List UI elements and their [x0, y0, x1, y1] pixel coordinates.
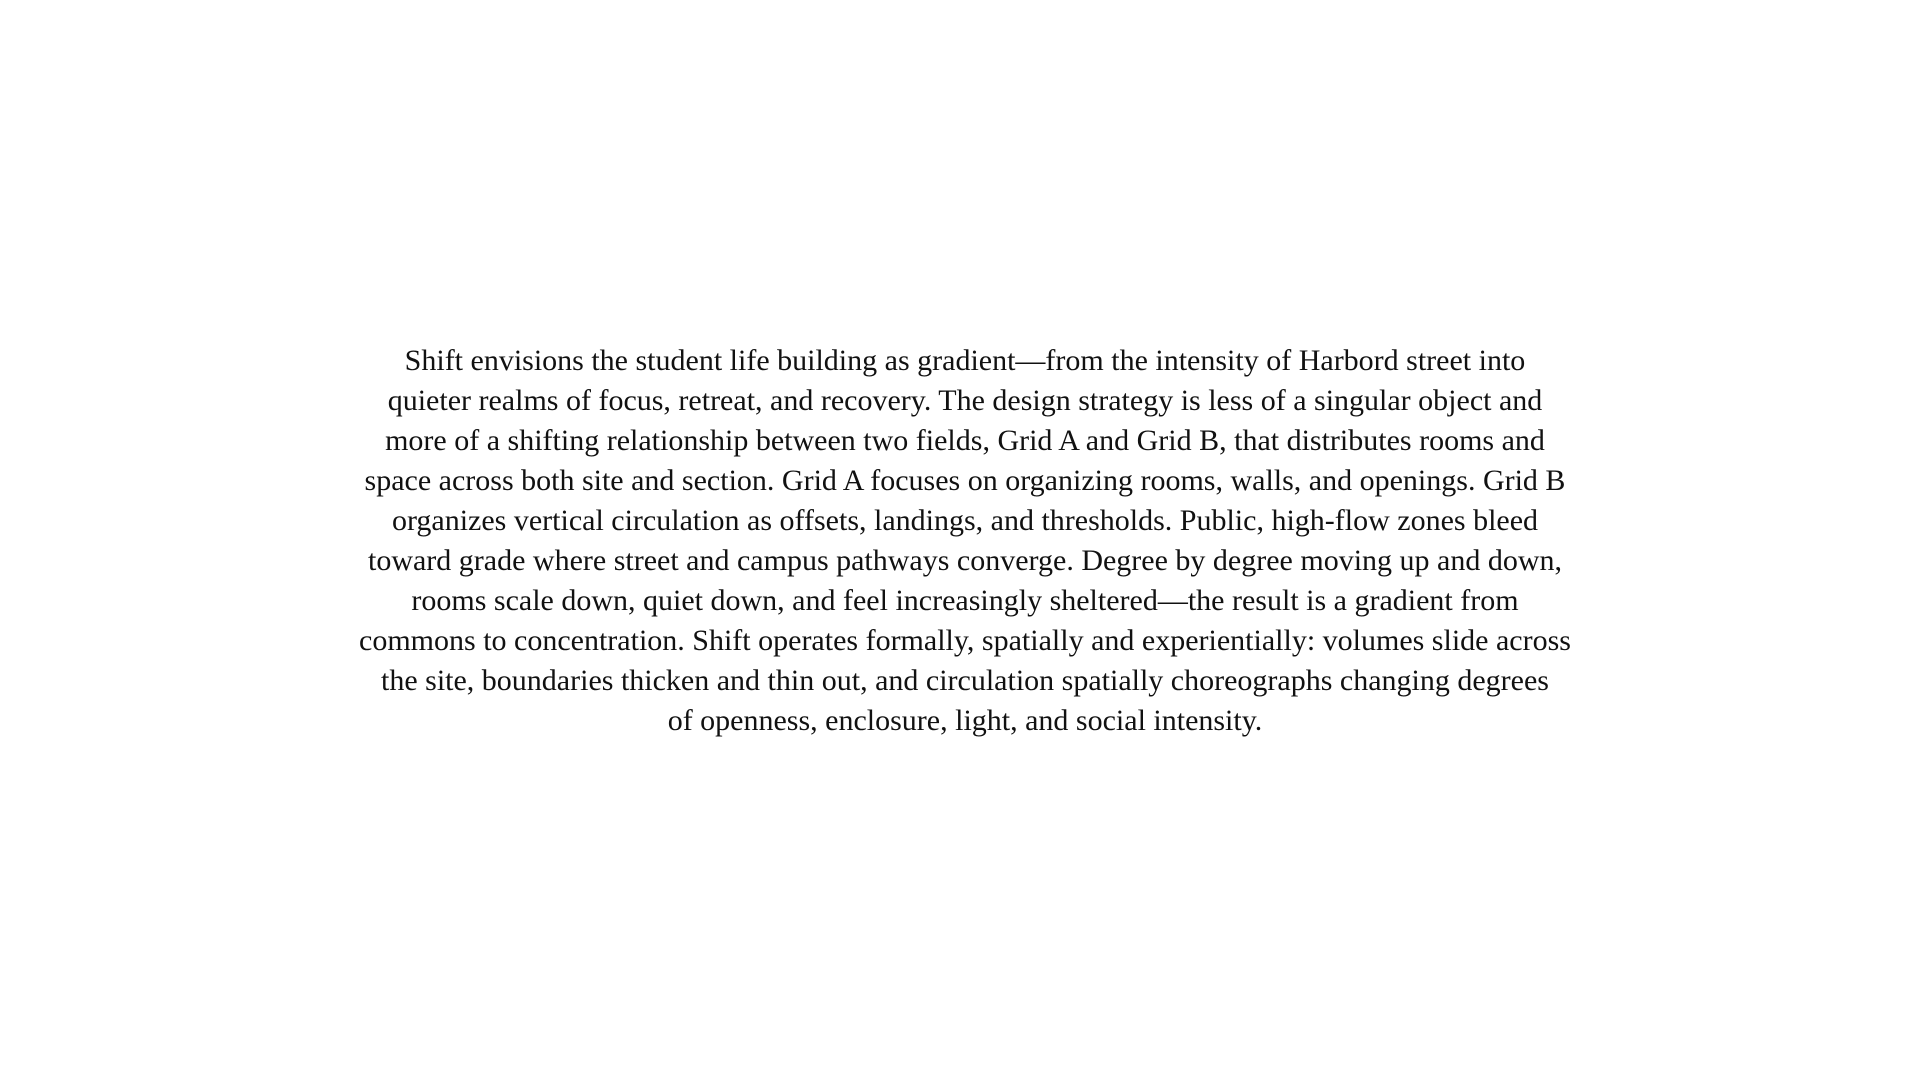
paragraph-line: the site, boundaries thicken and thin out, and circulation spatially choreographs changing degrees [381, 664, 1549, 697]
paragraph-line: of openness, enclosure, light, and social intensity. [667, 704, 1263, 737]
paragraph-line: commons to concentration. Shift operates formally, spatially and experientially: volumes slide across [359, 624, 1571, 657]
paragraph-line: Shift envisions the student life building as gradient—from the intensity of Harbord street into [404, 344, 1526, 377]
paragraph-line: more of a shifting relationship between two fields, Grid A and Grid B, that distributes rooms and [385, 424, 1545, 457]
paragraph-line: toward grade where street and campus pathways converge. Degree by degree moving up and down, [367, 544, 1563, 577]
design-statement-paragraph [5, 341, 1920, 741]
paragraph-line: rooms scale down, quiet down, and feel increasingly sheltered—the result is a gradient from [411, 584, 1519, 617]
paragraph-line: quieter realms of focus, retreat, and recovery. The design strategy is less of a singular object and [387, 384, 1543, 417]
paragraph-line: organizes vertical circulation as offsets, landings, and thresholds. Public, high-flow zones bleed [391, 504, 1539, 537]
paragraph-line: space across both site and section. Grid A focuses on organizing rooms, walls, and openings. Grid B [364, 464, 1566, 497]
